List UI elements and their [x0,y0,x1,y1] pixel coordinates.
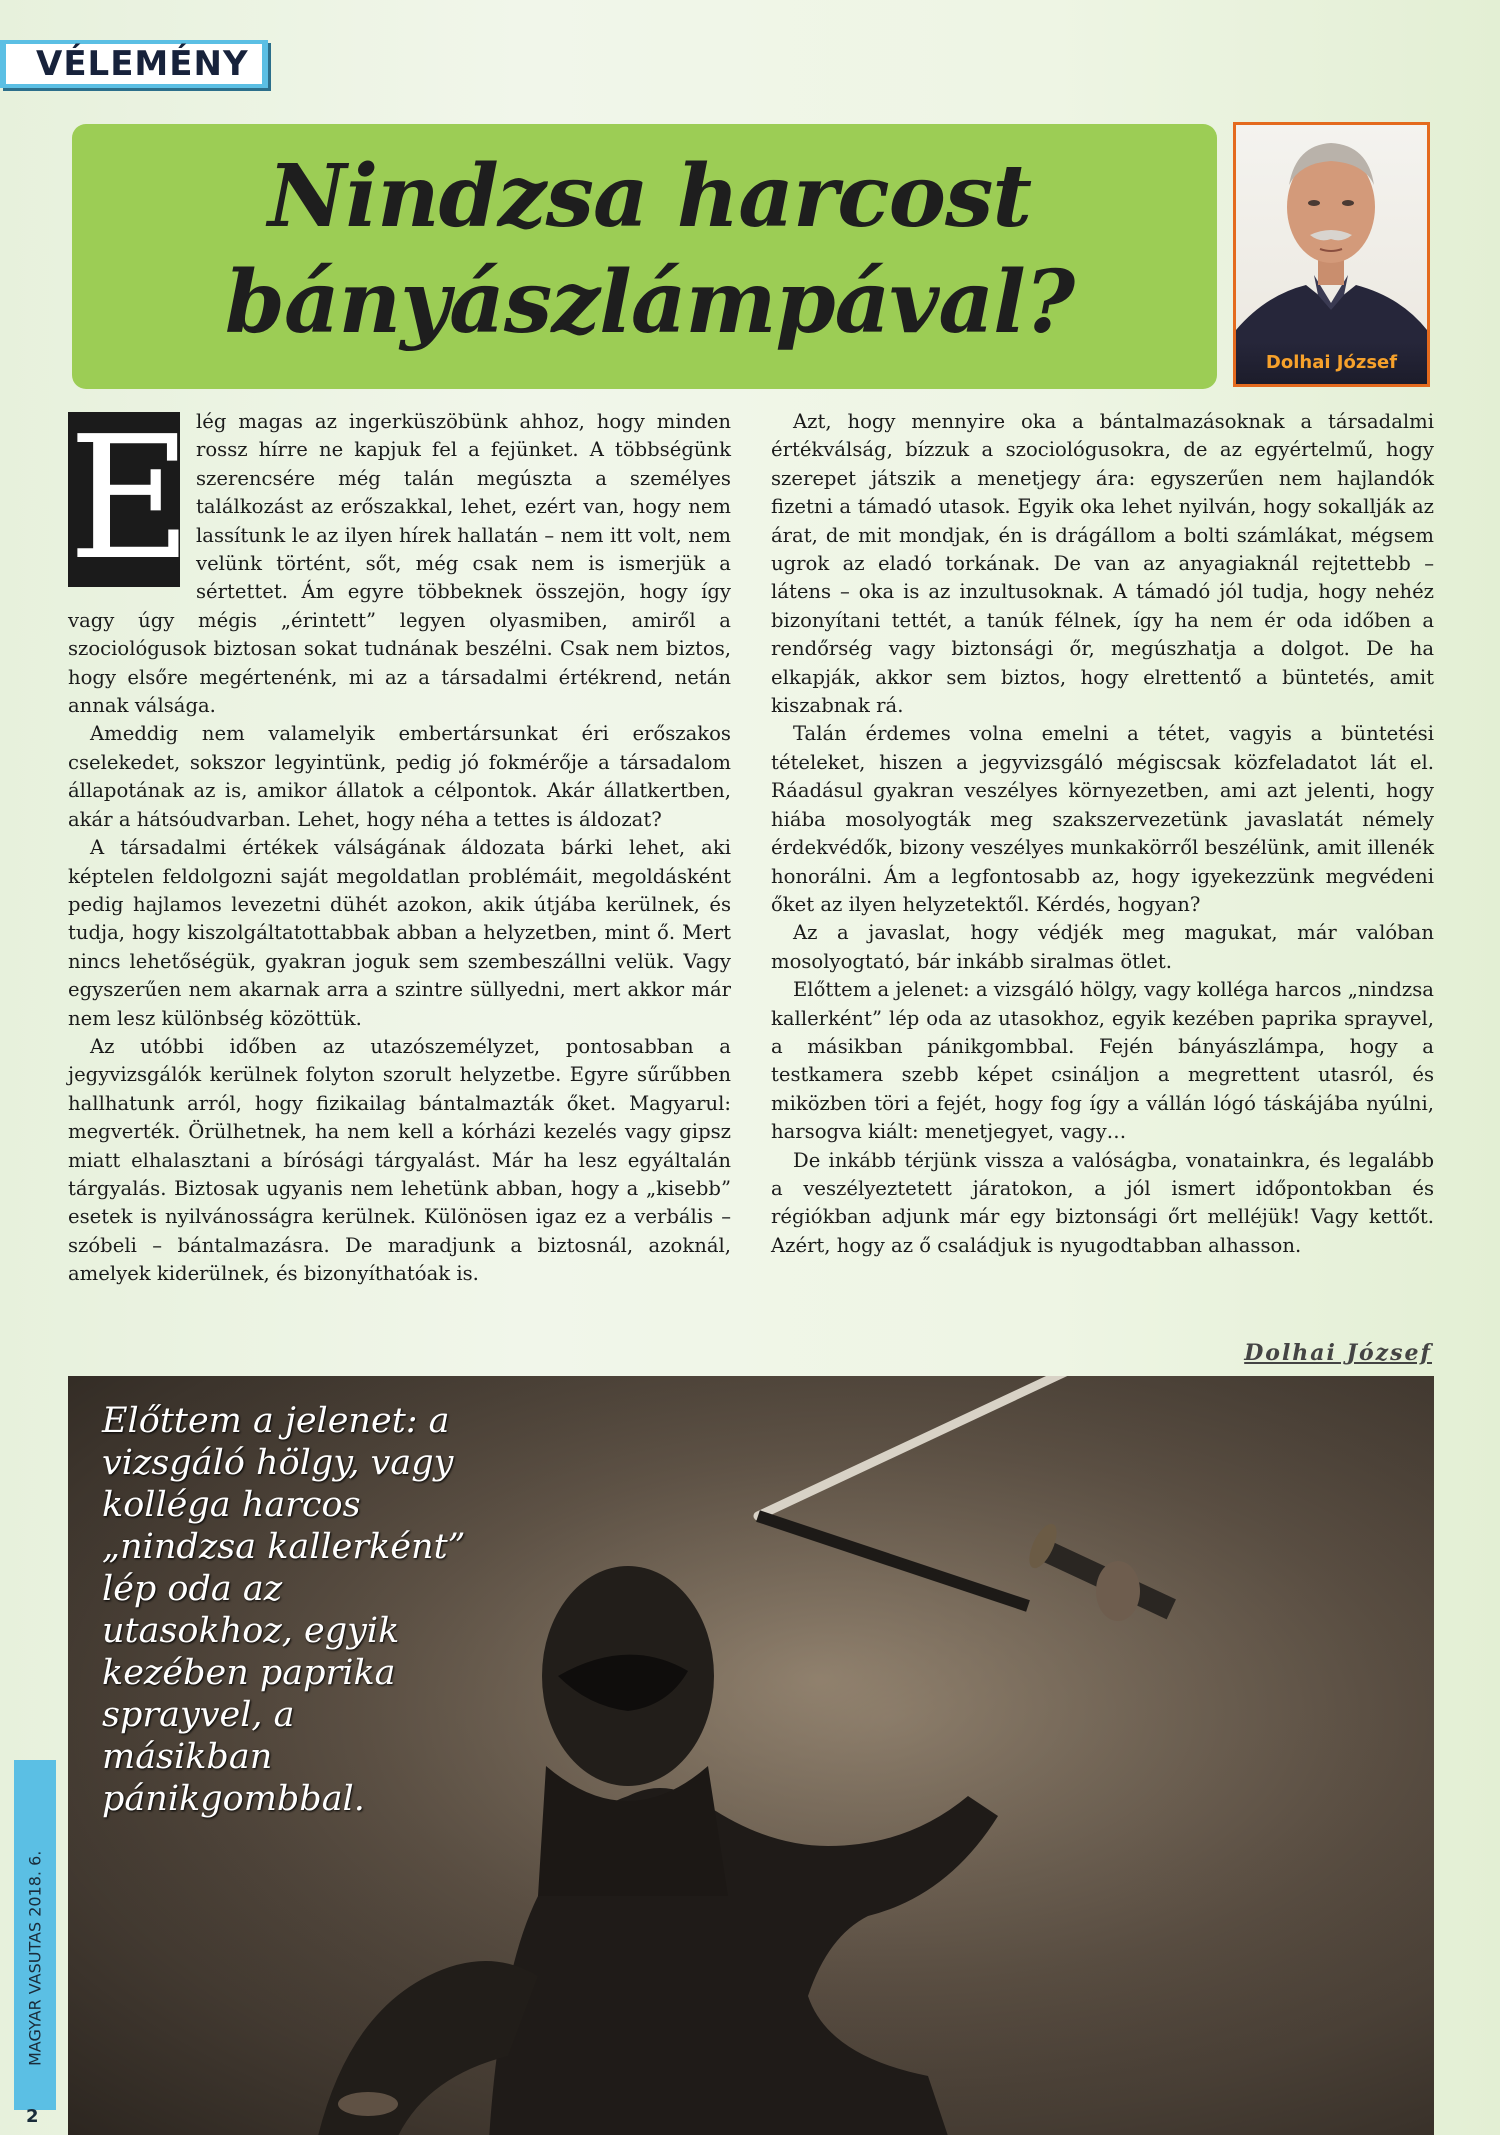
section-tag [0,40,268,88]
article-body [68,400,1434,1336]
paragraph: A társadalmi értékek válságának áldozata bárki lehet, aki képtelen feldolgozni saját megoldatlan problémáit, megoldásként pedig hajlamos levezetni dühét azokon, akik útjába kerülnek, és tudja, hogy kiszolgáltatottabbak abban a helyzetben, mint ő. Mert nincs lehetőségük, gyakran joguk sem szembeszállni velük. Vagy egyszerűen nem akarnak arra a szintre süllyedni, mert akkor már nem lesz különbség közöttük. [68,836,731,1030]
paragraph: Előttem a jelenet: a vizsgáló hölgy, vagy kolléga harcos „nindzsa kallerként” lép oda az utasokhoz, egyik kezében paprika sprayvel, a másikban pánikgombbal. Fején bányászlámpa, hogy a testkamera szebb képet csináljon a megrettent utasról, és miközben töri a fejét, hogy fog így a vállán lógó táskájába nyúlni, harsogva kiált: menetjegyet, vagy… [771,978,1434,1144]
ninja-photo [68,1376,1434,2135]
paragraph: E lég magas az ingerküszöbünk ahhoz, hogy minden rossz hírre ne kapjuk fel a fejünket. A többségünk szerencsére még talán megúszta a személyes találkozást az erőszakkal, lehet, ezért van, hogy nem lassítunk le az ilyen hírek hallatán – nem itt volt, nem velünk történt, sőt, még csak nem is ismerjük a sértettet. Ám egyre többeknek összejön, hogy így vagy úgy mégis „érintett” legyen olyasmiben, amiről a szociológusok biztosan sokat tudnának beszélni. Csak nem biztos, hogy elsőre megértenénk, mi az a társadalmi értékrend, netán annak válsága. [68,400,731,718]
paragraph: De inkább térjünk vissza a valóságba, vonatainkra, és legalább a veszélyeztetett járatokon, a jól ismert időpontokban és régiókban adjunk már egy biztonsági őrt melléjük! Vagy kettőt. Azért, hogy az ő családjuk is nyugodtabban alhasson. [771,1148,1434,1257]
article-title: Nindzsa harcost bányászlámpával? [224,146,1075,353]
paragraph: Az utóbbi időben az utazószemélyzet, pontosabban a jegyvizsgálók kerülnek folyton szorult helyzetbe. Egyre sűrűbben hallhatunk arról, hogy fizikailag bántalmazták őket. Magyarul: megverték. Örülhetnek, ha nem kell a kórházi kezelés vagy gipsz miatt elhalasztani a bírósági tárgyalást. Már ha lesz egyáltalán tárgyalás. Biztosak ugyanis nem lehetünk abban, hogy a „kisebb” esetek is nyilvánosságra kerülnek. Különösen igaz ez a verbális – szóbeli – bántalmazásra. De maradjunk a biztosnál, azoknál, amelyek kiderülnek, és bizonyíthatóak is. [68,1034,731,1286]
magazine-issue: MAGYAR VASUTAS 2018. 6. [25,1850,45,2066]
title-box [72,124,1217,389]
author-caption: Dolhai József [1236,342,1427,384]
page-number: 2 [26,2106,39,2127]
paragraph: Ameddig nem valamelyik embertársunkat éri erőszakos cselekedet, sokszor legyintünk, pedig jó fokmérője a társadalom állapotának az is, amikor állatok a célpontok. Akár állatkertben, akár a hátsóudvarban. Lehet, hogy néha a tettes is áldozat? [68,722,731,831]
paragraph: Az a javaslat, hogy védjék meg magukat, már valóban mosolyogtató, bár inkább siralmas ötlet. [771,921,1434,973]
section-label: VÉLEMÉNY [6,44,262,84]
drop-cap: E [68,400,193,598]
signature: Dolhai József [1244,1340,1432,1366]
magazine-strip [14,1760,56,2110]
paragraph: Talán érdemes volna emelni a tétet, vagyis a büntetési tételeket, hiszen a jegyvizsgáló mégiscsak közfeladatot lát el. Ráadásul gyakran veszélyes környezetben, ami azt jelenti, hogy hiába mosolyogták meg szakszervezetünk javaslatát némely érdekvédők, bizony veszélyes munkakörről beszélünk, amit illenék honorálni. Ám a legfontosabb az, hogy igyekezzünk megvédeni őket az ilyen helyzetektől. Kérdés, hogyan? [771,722,1434,916]
paragraph: Azt, hogy mennyire oka a bántalmazásoknak a társadalmi értékválság, bízzuk a szociológusokra, de az egyértelmű, hogy szerepet játszik a menetjegy ára: egyszerűen nem hajlandók fizetni a támadó utasok. Egyik oka lehet nyilván, hogy sokallják az árat, de mit mondjak, én is drágállom a bolti számlákat, mégsem ugrok az eladó torkának. De van az anyagiaknál rejtettebb – látens – oka is az inzultusoknak. A támadó jól tudja, hogy nehéz bizonyítani tettét, a tanúk félnek, így ha nem ér oda időben a rendőrség vagy biztonsági őr, megúszhatja a dolgot. De ha elkapják, akkor sem biztos, hogy elrettentő a büntetés, amit kiszabnak rá. [771,410,1434,718]
pull-quote: Előttem a jelenet: a vizsgáló hölgy, vagy kolléga harcos „nindzsa kallerként” lép oda az utasokhoz, egyik kezében paprika sprayvel, a másikban pánikgombbal. [102,1401,466,1819]
author-photo [1233,122,1430,387]
